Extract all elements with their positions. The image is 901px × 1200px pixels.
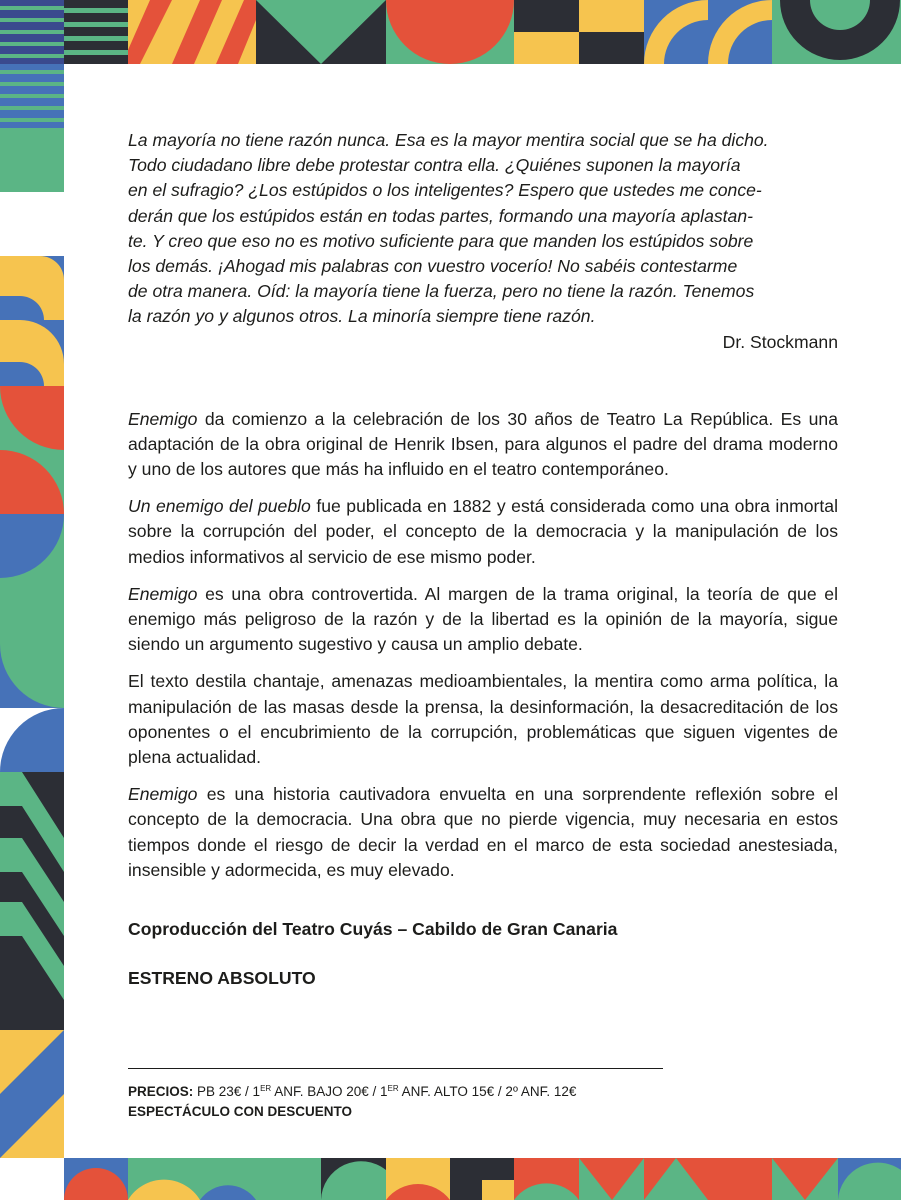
ordinal-sup: ER <box>260 1084 272 1093</box>
ordinal-sup: ER <box>387 1084 399 1093</box>
paragraph-text: es una historia cautivadora envuelta en una sorprendente reflexión sobre el concepto de la democracia. Una obra que no pierde vigencia, muy necesaria en estos tiempos donde el riesgo de decir la verdad en el marco de esta sociedad anestesiada, insensible y adormecida, es muy elevado. <box>128 784 838 880</box>
paragraph-text: fue publicada en 1882 y está considerada como una obra inmortal sobre la corrupción del poder, el concepto de la democracia y la manipulación de los medios informativos al servicio de ese mismo poder. <box>128 496 838 567</box>
paragraph-themes: El texto destila chantaje, amenazas medioambientales, la mentira como arma política, la manipulación de las masas desde la prensa, la desinformación, la desacreditación de los oponentes o el encubrimiento de la corrupción, problemáticas que siguen vigentes de plena actualidad. <box>128 671 838 768</box>
divider-line <box>128 1068 663 1069</box>
price-anf-bajo: ANF. BAJO 20€ / 1 <box>271 1084 388 1099</box>
premiere-label: ESTRENO ABSOLUTO <box>128 968 316 989</box>
left-band-pattern <box>0 64 64 1158</box>
prices-block <box>128 1079 576 1122</box>
play-title: Enemigo <box>128 784 198 805</box>
discount-label: ESPECTÁCULO CON DESCUENTO <box>128 1104 353 1119</box>
coproduction-credit: Coproducción del Teatro Cuyás – Cabildo de Gran Canaria <box>128 919 618 940</box>
bottom-band-pattern <box>64 1158 901 1200</box>
quote-line: La mayoría no tiene razón nunca. Esa es la mayor mentira social que se ha dicho. <box>128 130 769 150</box>
discount-note <box>128 1102 576 1122</box>
prices-label: PRECIOS: <box>128 1084 194 1099</box>
price-anf-alto: ANF. ALTO 15€ / 2º ANF. 12€ <box>398 1084 577 1099</box>
paragraph-text: es una obra controvertida. Al margen de la trama original, la teoría de que el enemigo más peligroso de la razón y de la libertad es la opinión de la mayoría, sigue siendo un argumento sugestivo y causa un amplio debate. <box>128 583 838 655</box>
top-band-pattern <box>0 0 901 64</box>
quote-line: en el sufragio? ¿Los estúpidos o los inteligentes? Espero que ustedes me conce- <box>128 180 762 201</box>
play-title: Enemigo <box>128 408 198 429</box>
price-pb: PB 23€ / 1 <box>193 1084 261 1099</box>
opening-quote <box>128 128 838 330</box>
quote-line: derán que los estúpidos están en todas partes, formando una mayoría aplastan- <box>128 205 753 226</box>
paragraph-original-work <box>128 494 838 570</box>
quote-line: los demás. ¡Ahogad mis palabras con vuestro vocerío! No sabéis contestarme <box>128 256 738 277</box>
description <box>128 407 838 883</box>
main-content <box>128 128 838 989</box>
paragraph-text: da comienzo a la celebración de los 30 años de Teatro La República. Es una adaptación de la obra original de Henrik Ibsen, para algunos el padre del drama moderno y uno de los autores que más ha influido en el teatro contemporáneo. <box>128 408 838 480</box>
quote-author: Dr. Stockmann <box>722 331 838 352</box>
paragraph-intro <box>128 407 838 483</box>
quote-line: te. Y creo que eso no es motivo suficiente para que manden los estúpidos sobre <box>128 230 754 251</box>
quote-line: Todo ciudadano libre debe protestar contra ella. ¿Quiénes suponen la mayoría <box>128 155 741 176</box>
quote-line: de otra manera. Oíd: la mayoría tiene la fuerza, pero no tiene la razón. Tenemos <box>128 281 755 302</box>
paragraph-controversy <box>128 582 838 658</box>
paragraph-conclusion <box>128 782 838 883</box>
quote-line: la razón yo y algunos otros. La minoría siempre tiene razón. <box>128 306 596 327</box>
play-title: Enemigo <box>128 583 198 604</box>
prices-line <box>128 1079 576 1102</box>
original-title: Un enemigo del pueblo <box>128 496 311 517</box>
